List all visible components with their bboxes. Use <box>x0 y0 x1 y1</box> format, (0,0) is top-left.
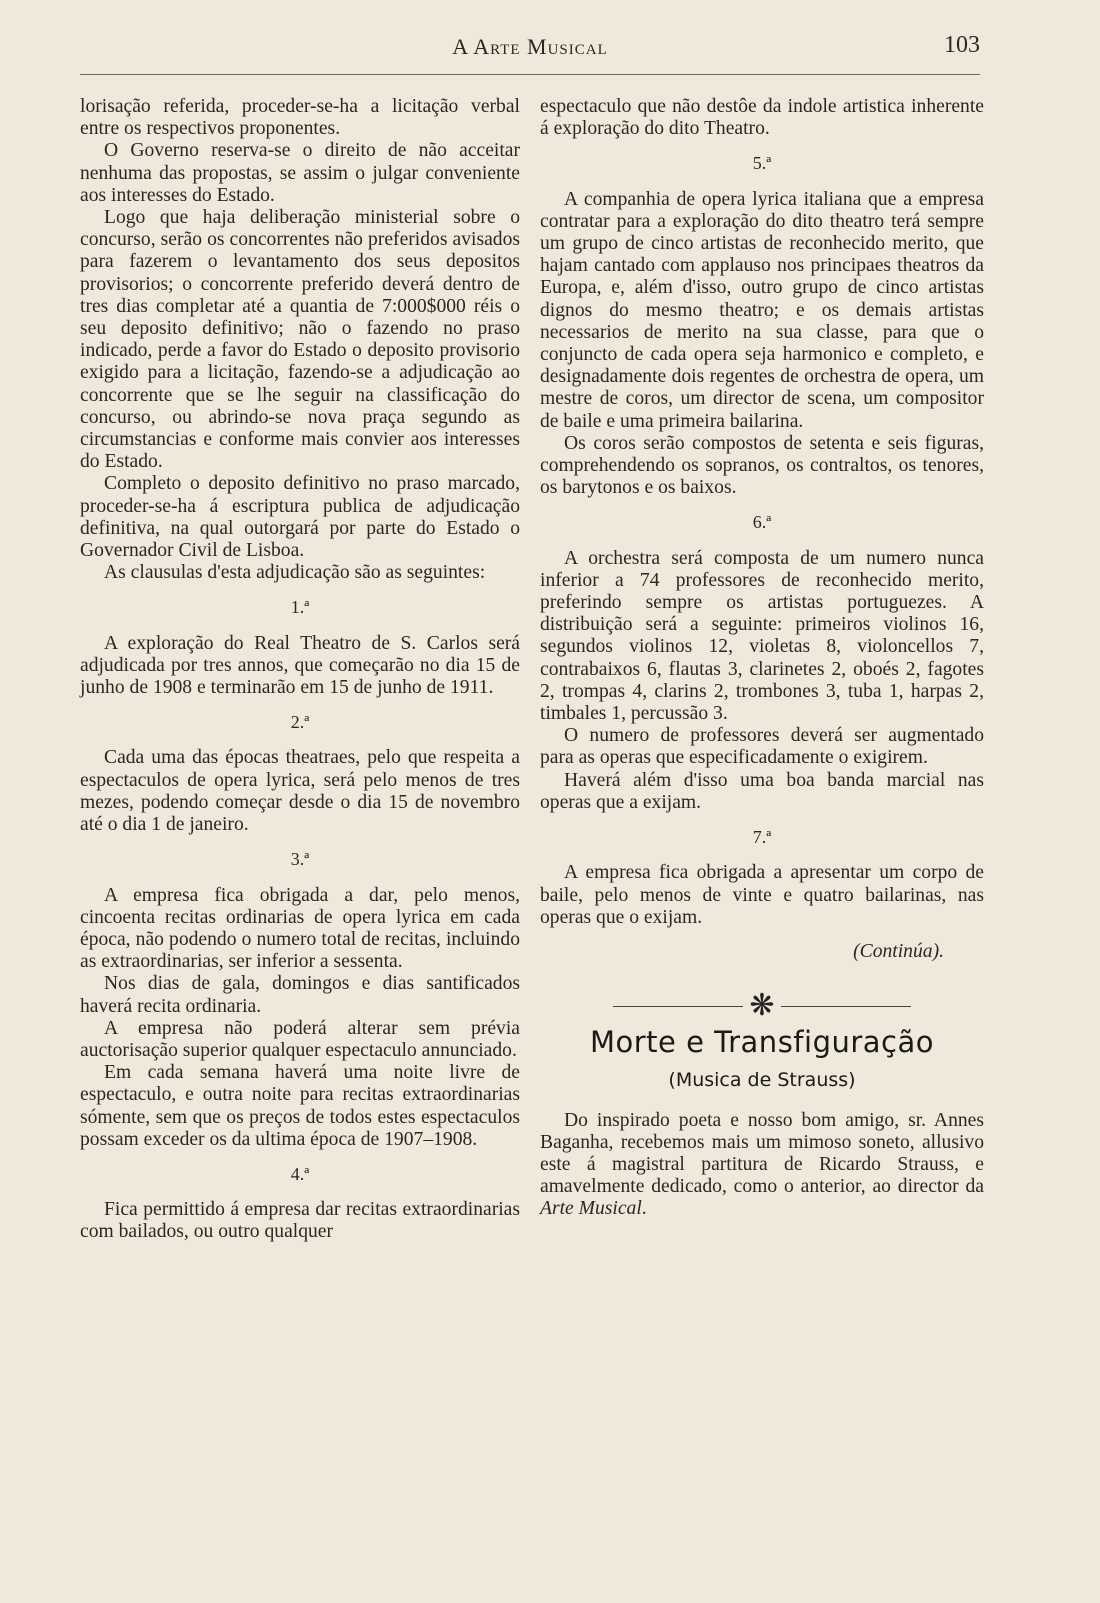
clause-number: 2.ª <box>290 712 310 733</box>
ornament-rule <box>781 1006 911 1007</box>
clause-number: 7.ª <box>752 827 772 848</box>
asterisk-flower-icon: ❋ <box>749 989 775 1023</box>
clause-5-text: Os coros serão compostos de setenta e seis figuras, comprehendendo os sopranos, os contraltos, os tenores, os barytonos e os baixos. <box>540 432 984 499</box>
right-column <box>540 96 984 1221</box>
left-column <box>80 96 520 1244</box>
journal-name-italic: Arte Musical <box>540 1198 642 1220</box>
page-number: 103 <box>944 32 980 58</box>
clause-5-text: A companhia de opera lyrica italiana que a empresa contratar para a exploração do dito theatro terá sempre um grupo de cinco artistas de reconhecido merito, que hajam cantado com applauso nos principaes theatros da Europa, e, além d'isso, outro grupo de cinco artistas dignos do mesmo theatro; e os demais artistas necessarios de merito na sua classe, para que o conjuncto de cada opera seja harmonico e completo, e designadamente dois regentes de orchestra de opera, um mestre de coros, um director de scena, um compositor de baile e uma primeira bailarina. <box>540 188 984 432</box>
clause-number: 3.ª <box>290 849 310 870</box>
clause-1-text: A exploração do Real Theatro de S. Carlos será adjudicada por tres annos, que começarão no dia 15 de junho de 1908 e terminarão em 15 de junho de 1911. <box>80 632 520 699</box>
article-text-end: . <box>641 1198 647 1220</box>
clause-3-text: A empresa não poderá alterar sem prévia auctorisação superior qualquer espectaculo annunciado. <box>80 1017 520 1061</box>
header-rule <box>80 74 980 75</box>
clause-number: 4.ª <box>290 1163 310 1184</box>
clause-number: 6.ª <box>752 512 772 533</box>
continua-note: (Continúa). <box>853 940 944 962</box>
clause-4-text: Fica permittido á empresa dar recitas extraordinarias com bailados, ou outro qualquer <box>80 1199 520 1243</box>
clause-6-text: A orchestra será composta de um numero nunca inferior a 74 professores de reconhecido merito, preferindo sempre os artistas portuguezes. A distribuição será a seguinte: primeiros violinos 16, segundos violinos 12, violetas 8, violoncellos 7, contrabaixos 6, flautas 3, clarinetes 2, oboés 2, fagotes 2, trompas 4, clarins 2, trombones 3, tuba 1, harpas 2, timbales 1, percussão 3. <box>540 547 984 725</box>
running-header <box>80 30 980 60</box>
clause-number: 5.ª <box>752 153 772 174</box>
paragraph: As clausulas d'esta adjudicação são as seguintes: <box>104 562 486 584</box>
clause-3-text: Nos dias de gala, domingos e dias santificados haverá recita ordinaria. <box>80 973 520 1017</box>
section-ornament <box>540 991 984 1021</box>
article-subtitle: (Musica de Strauss) <box>668 1069 856 1092</box>
clause-3-text: A empresa fica obrigada a dar, pelo menos, cincoenta recitas ordinarias de opera lyrica em cada época, não podendo o numero total de recitas, incluindo as extraordinarias, ser inferior a sessenta. <box>80 884 520 973</box>
paragraph: espectaculo que não destôe da indole artistica inherente á exploração do dito Theatro. <box>540 96 984 140</box>
clause-number: 1.ª <box>290 597 310 618</box>
journal-title: A Arte Musical <box>452 34 608 59</box>
clause-6-text: Haverá além d'isso uma boa banda marcial nas operas que a exijam. <box>540 769 984 813</box>
paragraph: O Governo reserva-se o direito de não acceitar nenhuma das propostas, se assim o julgar conveniente aos interesses do Estado. <box>80 140 520 206</box>
ornament-rule <box>613 1006 743 1007</box>
clause-2-text: Cada uma das épocas theatraes, pelo que respeita a espectaculos de opera lyrica, será pelo menos de tres mezes, podendo começar desde o dia 15 de novembro até o dia 1 de janeiro. <box>80 747 520 836</box>
paragraph: Logo que haja deliberação ministerial sobre o concurso, serão os concorrentes não preferidos avisados para fazerem o levantamento dos seus depositos provisorios; o concorrente preferido deverá dentro de tres dias completar até a quantia de 7:000$000 réis o seu deposito definitivo; não o fazendo no praso indicado, perde a favor do Estado o deposito provisorio exigido para a licitação, fazendo-se a adjudicação ao concorrente que se lhe seguir na classificação do concurso, ou abrindo-se nova praça segundo as circumstancias e conforme mais convier aos interesses do Estado. <box>80 207 520 473</box>
clause-6-text: O numero de professores deverá ser augmentado para as operas que especificadamente o exigirem. <box>540 725 984 769</box>
clause-3-text: Em cada semana haverá uma noite livre de espectaculo, e outra noite para recitas extraordinarias sómente, sem que os preços de todos estes espectaculos possam exceder os da ultima época de 1907–1908. <box>80 1062 520 1150</box>
clause-7-text: A empresa fica obrigada a apresentar um corpo de baile, pelo menos de vinte e quatro bailarinas, nas operas que o exijam. <box>540 862 984 928</box>
paragraph: lorisação referida, proceder-se-ha a licitação verbal entre os respectivos proponentes. <box>80 96 520 140</box>
article-text: Do inspirado poeta e nosso bom amigo, sr. Annes Baganha, recebemos mais um mimoso soneto, allusivo este á magistral partitura de Ricardo Strauss, e amavelmente dedicado, como o anterior, ao director da <box>540 1109 984 1198</box>
article-paragraph <box>540 1110 984 1221</box>
paragraph: Completo o deposito definitivo no praso marcado, proceder-se-ha á escriptura publica de adjudicação definitiva, na qual outorgará por parte do Estado o Governador Civil de Lisboa. <box>80 473 520 562</box>
article-title: Morte e Transfiguração <box>589 1025 935 1060</box>
